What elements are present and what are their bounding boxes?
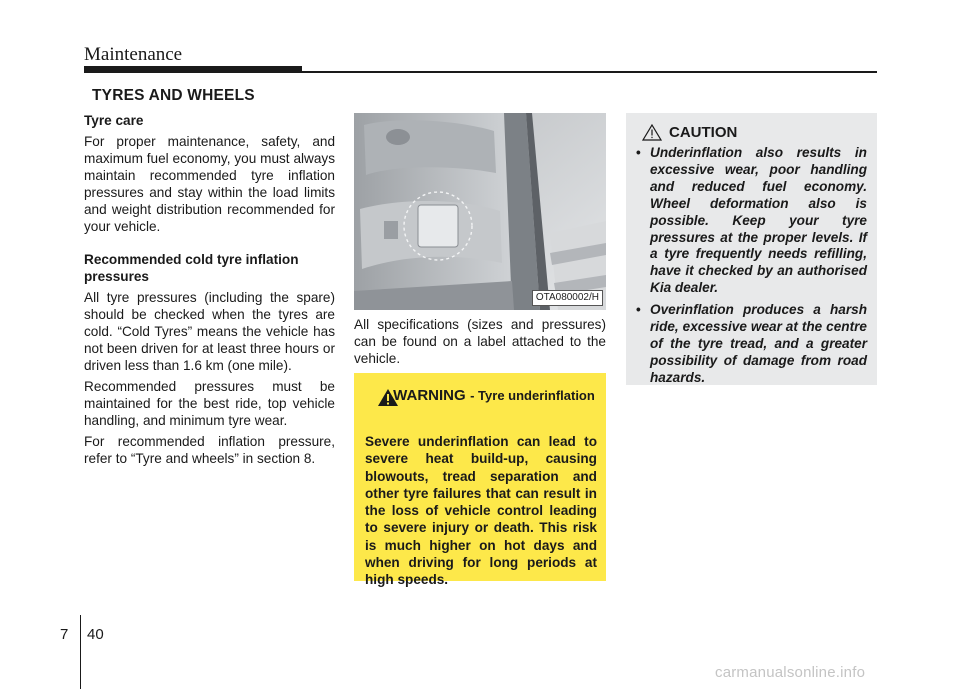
caution-label: CAUTION	[669, 124, 738, 141]
warning-subtitle: - Tyre underinflation	[470, 388, 595, 403]
figure-code: OTA080002/H	[532, 290, 603, 306]
page-number: 40	[87, 626, 104, 643]
caution-box	[626, 113, 877, 385]
warning-header	[365, 387, 597, 421]
list-item	[634, 145, 867, 297]
caution-header	[634, 122, 867, 142]
spec-text: All specifications (sizes and pressures) can be found on a label attached to the vehicle.	[354, 317, 606, 366]
chapter-number: 7	[60, 626, 69, 643]
warning-body: Severe underinflation can lead to severe heat build-up, causing blowouts, tread separation and other tyre failures that can result in the loss of vehicle control leading to severe injury or death. This risk is much higher on hot days and when driving for long periods at high speeds.	[365, 434, 597, 588]
caution-list	[634, 145, 867, 387]
cold-pressures-paragraph: For recommended inflation pressure, refer to “Tyre and wheels” in section 8.	[84, 434, 335, 466]
tyre-care-heading: Tyre care	[84, 113, 144, 128]
footer-divider	[80, 615, 81, 689]
cold-pressures-paragraph: All tyre pressures (including the spare) should be checked when the tyres are cold. “Cold Tyres” means the vehicle has not been driven for at least three hours or driven less than 1.6 km (one mile).	[84, 290, 335, 373]
caution-item-text: Underinflation also results in excessive wear, poor handling and reduced fuel economy. Wheel deformation also is possible. Keep your tyre pressures at the proper levels. If a tyre frequently needs refilling, have it checked by an authorised Kia dealer.	[650, 145, 867, 296]
list-item	[634, 302, 867, 387]
header-rule	[302, 71, 877, 73]
caution-item-text: Overinflation produces a harsh ride, excessive wear at the centre of the tyre tread, and a greater possibility of damage from road hazards.	[650, 302, 867, 385]
left-column	[84, 112, 335, 471]
bullet-icon: •	[636, 302, 641, 318]
warning-triangle-icon	[377, 388, 399, 407]
section-title: TYRES AND WHEELS	[92, 87, 255, 104]
watermark: carmanualsonline.info	[715, 664, 866, 681]
warning-box	[354, 373, 606, 588]
cold-pressures-heading: Recommended cold tyre inflation pressures	[84, 252, 299, 284]
warning-label: WARNING	[393, 387, 466, 404]
header-section-label: Maintenance	[84, 44, 183, 65]
tyre-care-text: For proper maintenance, safety, and maximum fuel economy, you must always maintain recommended tyre inflation pressures and stay within the load limits and weight distribution recommended for your vehicle.	[84, 134, 335, 234]
header-bar	[84, 66, 302, 73]
bullet-icon: •	[636, 145, 641, 160]
door-pillar-label-photo	[354, 113, 606, 310]
door-pillar-illustration	[354, 113, 606, 310]
caution-triangle-icon	[642, 124, 662, 141]
cold-pressures-paragraph: Recommended pressures must be maintained for the best ride, top vehicle handling, and minimum tyre wear.	[84, 379, 335, 428]
